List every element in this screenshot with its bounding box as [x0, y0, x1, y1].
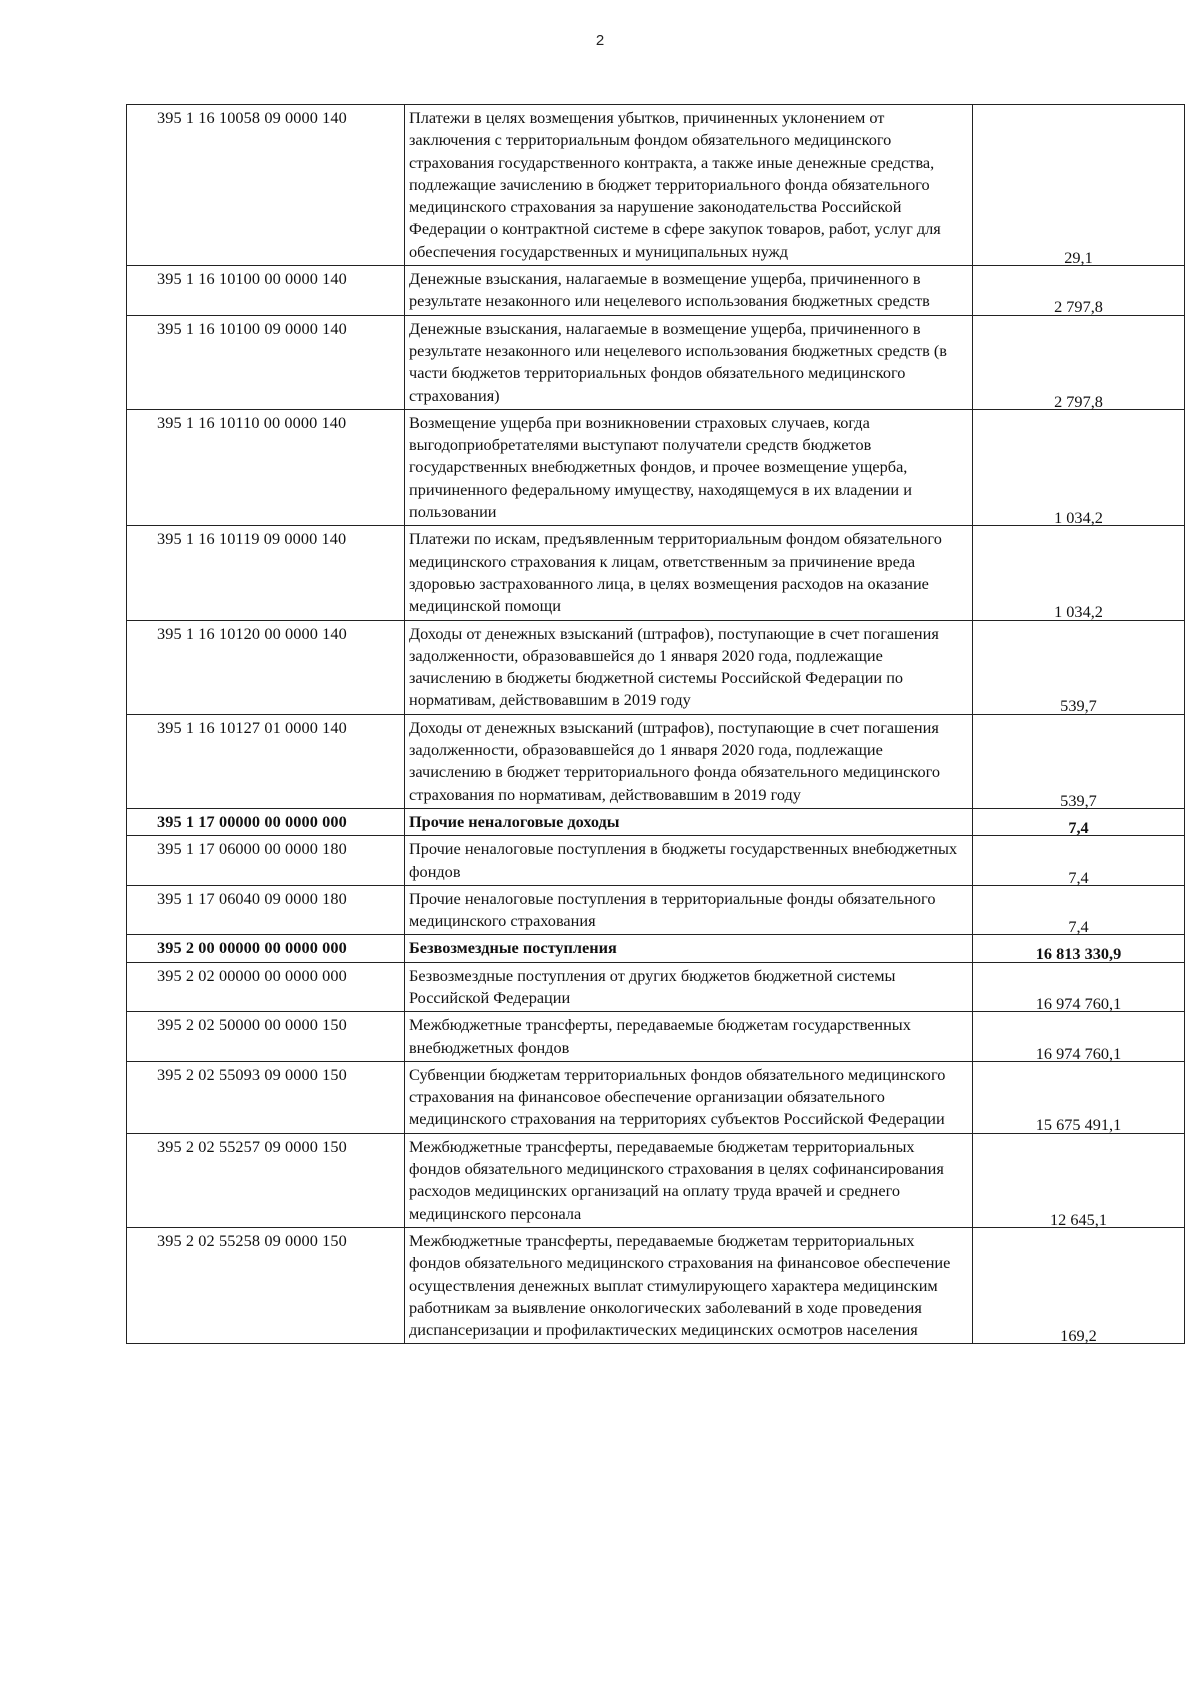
amount-value: 16 974 760,1 [1035, 993, 1122, 1013]
amount-value: 1 034,2 [1054, 602, 1103, 622]
amount-value: 7,4 [1068, 917, 1089, 937]
table-row [127, 808, 1185, 835]
table-row [127, 962, 1185, 1012]
amount-value: 7,4 [1068, 867, 1089, 887]
budget-code-cell: 395 2 02 00000 00 0000 000 [127, 962, 405, 1012]
budget-code-cell: 395 1 16 10119 09 0000 140 [127, 526, 405, 620]
amount-value: 2 797,8 [1054, 391, 1103, 411]
amount-cell [973, 1227, 1185, 1346]
page-number: 2 [595, 32, 605, 49]
table-row [127, 315, 1185, 409]
budget-code-cell: 395 2 02 55258 09 0000 150 [127, 1227, 405, 1343]
table-row [127, 409, 1185, 525]
amount-cell [973, 962, 1185, 1012]
amount-value: 15 675 491,1 [1035, 1115, 1122, 1135]
revenue-name-cell: Доходы от денежных взысканий (штрафов), поступающие в счет погашения задолженности, образовавшейся до 1 января 2020 года, подлежащие зачислению в бюджеты бюджетной системы Российской Федерации по нормативам, действовавшим в 2019 году [405, 620, 973, 714]
budget-code-cell: 395 1 16 10110 00 0000 140 [127, 409, 405, 525]
amount-cell [973, 409, 1185, 528]
budget-code-cell: 395 2 02 50000 00 0000 150 [127, 1012, 405, 1062]
amount-cell [973, 836, 1185, 886]
amount-cell [973, 526, 1185, 620]
revenue-name-cell: Безвозмездные поступления [405, 935, 973, 962]
revenue-name-cell: Межбюджетные трансферты, передаваемые бюджетам территориальных фондов обязательного медицинского страхования в целях софинансирования расходов медицинских организаций на оплату труда врачей и среднего медицинского персонала [405, 1133, 973, 1227]
revenue-name-cell: Субвенции бюджетам территориальных фондов обязательного медицинского страхования на финансовое обеспечение организации обязательного медицинского страхования на территориях субъектов Российской Федерации [405, 1061, 973, 1133]
amount-cell [973, 620, 1185, 714]
amount-cell [973, 266, 1185, 316]
table-row [127, 620, 1185, 714]
revenue-name-cell: Прочие неналоговые доходы [405, 808, 973, 835]
table-row [127, 885, 1185, 935]
amount-value: 16 813 330,9 [1035, 944, 1122, 964]
amount-value: 29,1 [1064, 247, 1093, 267]
budget-code-cell: 395 1 17 06000 00 0000 180 [127, 836, 405, 886]
table-row [127, 526, 1185, 620]
amount-cell [973, 808, 1185, 835]
table-row [127, 1012, 1185, 1062]
revenue-name-cell: Денежные взыскания, налагаемые в возмещение ущерба, причиненного в результате незаконного или нецелевого использования бюджетных средств (в части бюджетов территориальных фондов обязательного медицинского страхования) [405, 315, 973, 409]
amount-cell [973, 885, 1185, 935]
budget-code-cell: 395 1 16 10127 01 0000 140 [127, 714, 405, 808]
table-row [127, 935, 1185, 962]
table-row [127, 714, 1185, 808]
amount-value: 1 034,2 [1054, 508, 1103, 528]
budget-code-cell: 395 2 02 55257 09 0000 150 [127, 1133, 405, 1227]
budget-code-cell: 395 1 16 10100 09 0000 140 [127, 315, 405, 409]
table-row [127, 266, 1185, 316]
amount-value: 539,7 [1060, 696, 1097, 716]
revenue-name-cell: Межбюджетные трансферты, передаваемые бюджетам территориальных фондов обязательного медицинского страхования на финансовое обеспечение осуществления денежных выплат стимулирующего характера медицинским работникам за выявление онкологических заболеваний в ходе проведения диспансеризации и профилактических медицинских осмотров населения [405, 1227, 973, 1343]
revenue-name-cell: Прочие неналоговые поступления в бюджеты государственных внебюджетных фондов [405, 836, 973, 886]
amount-cell [973, 1061, 1185, 1133]
revenue-name-cell: Платежи по искам, предъявленным территориальным фондом обязательного медицинского страхования к лицам, ответственным за причинение вреда здоровью застрахованного лица, в целях возмещения расходов на оказание медицинской помощи [405, 526, 973, 620]
revenue-name-cell: Межбюджетные трансферты, передаваемые бюджетам государственных внебюджетных фондов [405, 1012, 973, 1062]
revenue-name-cell: Безвозмездные поступления от других бюджетов бюджетной системы Российской Федерации [405, 962, 973, 1012]
amount-cell [973, 105, 1185, 266]
amount-value: 12 645,1 [1050, 1209, 1107, 1229]
table-row [127, 1133, 1185, 1227]
amount-value: 169,2 [1060, 1326, 1097, 1346]
budget-code-cell: 395 1 16 10120 00 0000 140 [127, 620, 405, 714]
amount-value: 16 974 760,1 [1035, 1043, 1122, 1063]
amount-cell [973, 714, 1185, 808]
amount-value: 539,7 [1060, 790, 1097, 810]
revenue-name-cell: Возмещение ущерба при возникновении страховых случаев, когда выгодоприобретателями выступают получатели средств бюджетов государственных внебюджетных фондов, и прочее возмещение ущерба, причиненного федеральному имуществу, находящемуся в их владении и пользовании [405, 409, 973, 525]
budget-revenue-table [126, 104, 1185, 1344]
revenue-name-cell: Денежные взыскания, налагаемые в возмещение ущерба, причиненного в результате незаконного или нецелевого использования бюджетных средств [405, 266, 973, 316]
budget-code-cell: 395 1 16 10100 00 0000 140 [127, 266, 405, 316]
amount-value: 2 797,8 [1054, 297, 1103, 317]
budget-code-cell: 395 1 17 06040 09 0000 180 [127, 885, 405, 935]
amount-cell [973, 935, 1185, 962]
table-row [127, 1227, 1185, 1343]
revenue-name-cell: Платежи в целях возмещения убытков, причиненных уклонением от заключения с территориальным фондом обязательного медицинского страхования государственного контракта, а также иные денежные средства, подлежащие зачислению в бюджет территориального фонда обязательного медицинского страхования за нарушение законодательства Российской Федерации о контрактной системе в сфере закупок товаров, работ, услуг для обеспечения государственных и муниципальных нужд [405, 105, 973, 266]
amount-cell [973, 315, 1185, 409]
table-row [127, 836, 1185, 886]
amount-cell [973, 1012, 1185, 1062]
revenue-name-cell: Доходы от денежных взысканий (штрафов), поступающие в счет погашения задолженности, образовавшейся до 1 января 2020 года, подлежащие зачислению в бюджет территориального фонда обязательного медицинского страхования по нормативам, действовавшим в 2019 году [405, 714, 973, 808]
amount-cell [973, 1133, 1185, 1227]
budget-code-cell: 395 1 16 10058 09 0000 140 [127, 105, 405, 266]
budget-code-cell: 395 1 17 00000 00 0000 000 [127, 808, 405, 835]
revenue-name-cell: Прочие неналоговые поступления в территориальные фонды обязательного медицинского страхования [405, 885, 973, 935]
amount-value: 7,4 [1068, 817, 1089, 837]
table-row [127, 105, 1185, 266]
budget-code-cell: 395 2 02 55093 09 0000 150 [127, 1061, 405, 1133]
table-row [127, 1061, 1185, 1133]
budget-code-cell: 395 2 00 00000 00 0000 000 [127, 935, 405, 962]
